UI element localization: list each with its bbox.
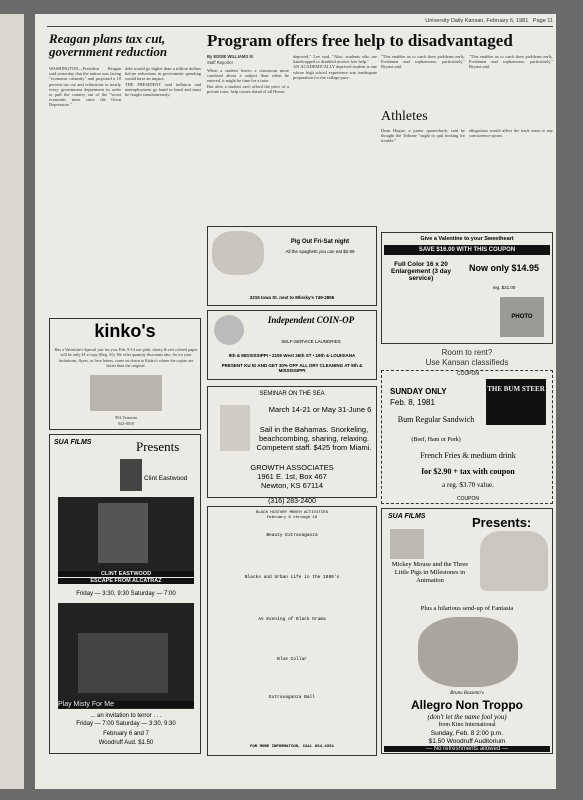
athletes-column-1: Dean Hogue, a junior quarterback, said he thought the Tribune "ought to quit looking for trouble." (381, 128, 467, 144)
alcatraz-poster (58, 497, 194, 571)
classifieds-line-1: Room to rent? (441, 348, 493, 357)
seminar-phone: (316) 283-2400 (268, 498, 316, 505)
sua1-times-1: Friday — 3:30, 9:30 Saturday — 7:00 (76, 591, 176, 597)
valentine-reg: reg. $31.00 (492, 285, 516, 290)
sua1-film1-star: CLINT EASTWOOD (58, 571, 194, 577)
eastwood-portrait (98, 503, 148, 563)
coupon-label-top: COUPON (442, 371, 494, 377)
coupon-detail: (Beef, Ham or Pork) (411, 437, 461, 443)
valentine-photo-ad (381, 232, 553, 344)
eastwood-figure (120, 459, 142, 491)
audience-illustration (390, 529, 424, 559)
kinkos-ad (49, 318, 201, 430)
program-byline: By EDDIE WILLIAMS III (207, 54, 253, 59)
photo-shop-logo: PHOTO (500, 297, 544, 337)
classifieds-ad (381, 348, 553, 368)
sua2-refreshments: — No refreshments allowed — (384, 746, 550, 752)
black-history-calendar (207, 506, 377, 756)
fantasia-parody-illustration (418, 617, 518, 687)
program-column-2: deprived," Lee said. "Also, students who are handicapped or disabled receive free help." AN ACADEMICALLY deprived student is one whose high school experience was inadequate preparation for the college pace. (293, 54, 377, 80)
athletes-headline: Athletes (381, 109, 428, 124)
seminar-dates: March 14-21 or May 31-June 6 (268, 405, 372, 414)
sua1-times-2: Friday — 7:00 Saturday — 3:30, 9:30 (76, 721, 176, 727)
calendar-title: BLACK HISTORY MONTH ACTIVITIES (255, 511, 328, 515)
kinkos-phone: 843-8019 (117, 421, 135, 426)
calendar-event-4: Blue Collar (277, 657, 307, 662)
kinkos-storefront-illustration (90, 375, 162, 411)
sua1-film2: Play Misty For Me (58, 701, 194, 708)
sua2-where: $1.50 Woodruff Auditorium (428, 738, 506, 745)
coupon-date: Feb. 8, 1981 (390, 398, 435, 407)
program-column-1: When a student leaves a classroom more confused about a subject than when he entered, it might be time for a tutor. But after a student can't afford the price of a private tutor, help comes ahead of all Honor. (207, 68, 289, 94)
laundry-promo: PRESENT KU ID AND GET 30% OFF ALL DRY CLEANING AT 9th & MISSISSIPPI (221, 363, 363, 373)
sua2-film1: Mickey Mouse and the Three Little Pigs in Milestones in Animation (391, 561, 469, 584)
calendar-event-5: Extravaganza Ball (269, 695, 315, 700)
calendar-event-3: An Evening of Black Drama (258, 617, 326, 622)
seminar-title: SEMINAR ON THE SEA (259, 391, 325, 397)
seminar-body: Sail in the Bahamas. Snorkeling, beachcombing, sharing, relaxing. Competent staff. $425 from Miami. (256, 425, 372, 452)
stuffed-pig-ad (207, 226, 377, 306)
program-column-3: "This enables us to catch their problems early. Freshmen and sophomores, particularly," Bryant said. (381, 54, 467, 70)
calendar-footer: FOR MORE INFORMATION, CALL 864-4351 (249, 745, 334, 749)
sua-films-ad-2 (381, 508, 553, 754)
sua1-tag2: ... an invitation to terror . . . (90, 713, 162, 719)
sua2-tagline: (don't let the name fool you) (427, 713, 507, 721)
bum-steer-logo: THE BUM STEER (486, 379, 546, 425)
mickey-illustration (480, 531, 548, 591)
newspaper-page (35, 14, 556, 789)
sua2-film2: Allegro Non Troppo (411, 698, 523, 712)
kinkos-logo: kinko's (94, 321, 156, 341)
sua1-star: Clint Eastwood (144, 475, 188, 482)
valentine-price: Now only $14.95 (468, 263, 540, 273)
calendar-event-1: Beauty Extravaganza (266, 533, 318, 538)
reagan-column-2: debt would go higher than a trillion dollars before reductions in government spending would have an impact. THE PRESIDENT said inflation and unemployment go hand in hand and must be fought simultaneously. (125, 66, 201, 98)
coupon-sides: French Fries & medium drink (420, 451, 516, 460)
sua2-when: Sunday, Feb. 8 2:00 p.m. (430, 730, 504, 737)
program-role: Staff Reporter (207, 60, 233, 65)
laundry-name: Independent COIN-OP (267, 315, 355, 325)
sua2-from: from Kino International (438, 722, 496, 728)
coupon-label-bottom: COUPON (442, 496, 494, 502)
calendar-subtitle: February 6 through 18 (266, 516, 318, 520)
pizza-sub: All the spaghetti you can eat $2.99 (285, 249, 355, 254)
bum-steer-coupon (381, 370, 553, 504)
valentine-enlargement: Full Color 16 x 20 Enlargement (3 day service) (391, 261, 451, 282)
valentine-title: Give a Valentine to your Sweetheart (420, 236, 514, 242)
valentine-save: SAVE $16.00 WITH THIS COUPON (384, 245, 550, 255)
pizza-name: Pig Out Fri-Sat night (290, 239, 350, 245)
sua2-credit: Bruno Bozzetto's (450, 691, 484, 696)
athletes-column-2: allegations would affect the track team or any concurrence sports. (469, 128, 555, 139)
washer-icon (214, 315, 244, 345)
classifieds-line-2: Use Kansan classifieds (425, 358, 509, 367)
sua2-presents: Presents: (472, 515, 532, 530)
seminar-address: 1961 E. 1st, Box 467 (257, 472, 327, 481)
laundry-sub: SELF-SERVICE LAUNDRIES (281, 339, 341, 344)
sua1-dates: February 6 and 7 (103, 731, 149, 737)
coupon-item: Bum Regular Sandwich (397, 415, 475, 424)
header-rule (47, 26, 553, 27)
coupon-price: for $2.90 + tax with coupon (421, 467, 515, 476)
sua1-venue: Woodruff Aud. $1.50 (98, 740, 154, 746)
pig-illustration (212, 231, 264, 275)
pizza-address: 2215 Iowa St. next to Mlosky's 749-2855 (249, 295, 335, 300)
coupon-day: SUNDAY ONLY (390, 387, 447, 396)
page-header (383, 18, 553, 24)
seminar-org (210, 463, 374, 490)
sua2-plus: Plus a hilarious send-up of Fantasia (420, 605, 514, 612)
sua-logo-2: SUA FILMS (388, 513, 426, 520)
kinkos-address: 904 Vermont (115, 415, 137, 420)
sua-films-ad-1 (49, 434, 201, 754)
seminar-city: Newton, KS 67114 (261, 481, 323, 490)
page-number: Page 11 (532, 18, 553, 24)
misty-poster (58, 603, 194, 709)
calendar-event-2: Blacks and Urban Life in the 1980's (244, 575, 340, 580)
seminar-org-name: GROWTH ASSOCIATES (250, 463, 334, 472)
reagan-column-1: WASHINGTON—President Reagan said yesterday that the nation was facing "economic calamity" and proposed a 10 percent tax cut and reductions in nearly every government department in order to pull the country out of the "worst economic mess since the Great Depression." (49, 66, 123, 108)
kinkos-text: Has a Valentine's Special just for you, Feb. 9-14 our pink, cherry & red colored paper will be only 4¢ a copy (Reg. 5¢). We offer quantity discounts also. So for your invitations, flyers, or love letters, come on down to Kinko's where the copies are better than the original. (54, 347, 198, 369)
sua-logo-1: SUA FILMS (54, 439, 92, 446)
laundry-ad (207, 310, 377, 380)
adjacent-page-edge (0, 14, 24, 789)
publication-line: University Daily Kansan, February 6, 1981 (425, 18, 529, 24)
sua1-film1-title: ESCAPE FROM ALCATRAZ (58, 578, 194, 584)
misty-figures (78, 633, 168, 693)
coupon-value: a reg. $3.70 value. (442, 481, 494, 489)
reagan-headline: Reagan plans tax cut, government reduction (49, 31, 168, 59)
laundry-locations: 9th & MISSISSIPPI • 2105 West 26th ST • 19th & LOUISIANA (228, 353, 356, 358)
program-column-4: "This enables us to catch their problems early. Freshmen and sophomores, particularly," Bryant said. (469, 54, 555, 70)
program-headline: Program offers free help to disadvantaged (207, 31, 513, 50)
seminar-ad (207, 386, 377, 498)
sua1-presents: Presents (136, 439, 180, 454)
